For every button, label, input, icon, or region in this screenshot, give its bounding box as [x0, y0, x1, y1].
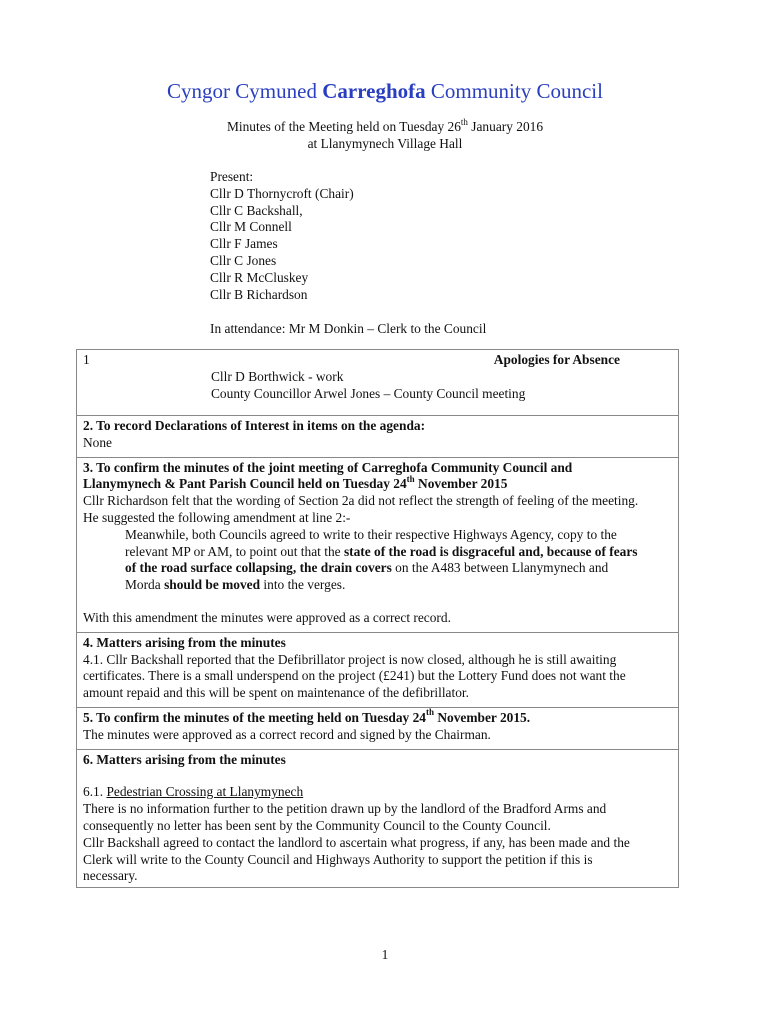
attendance-line: In attendance: Mr M Donkin – Clerk to the Council	[210, 321, 487, 336]
item-declarations	[77, 416, 679, 458]
item-text: certificates. There is a small underspend on the project (£241) but the Lottery Fund does not want the	[83, 668, 626, 684]
apology-line: County Councillor Arwel Jones – County Council meeting	[211, 385, 526, 401]
item-text: None	[83, 434, 113, 450]
item-text: Clerk will write to the County Council and Highways Authority to support the petition if this is	[83, 851, 593, 867]
page-number: 1	[381, 947, 389, 962]
item-heading: Apologies for Absence	[493, 352, 620, 367]
item-matters-arising-2	[77, 749, 679, 888]
minutes-table	[76, 349, 679, 888]
item-text: Cllr Richardson felt that the wording of Section 2a did not reflect the strength of feeling of the meeting.	[83, 493, 639, 509]
item-text: The minutes were approved as a correct record and signed by the Chairman.	[83, 726, 491, 742]
item-text: 4.1. Cllr Backshall reported that the Defibrillator project is now closed, although he is still awaiting	[83, 651, 617, 667]
item-heading-cont: Llanymynech & Pant Parish Council held on Tuesday 24th November 2015	[83, 473, 508, 492]
present-member: Cllr C Backshall,	[210, 202, 303, 218]
council-title: Cyngor Cymuned Carreghofa Community Council	[167, 79, 603, 103]
item-heading: 6. Matters arising from the minutes	[83, 751, 286, 767]
present-member: Cllr M Connell	[210, 219, 292, 235]
present-label: Present:	[210, 169, 254, 184]
item-joint-minutes	[77, 457, 679, 632]
item-apologies	[77, 350, 679, 416]
subitem-heading: 6.1. Pedestrian Crossing at Llanymynech	[83, 784, 304, 800]
meeting-date-line: Minutes of the Meeting held on Tuesday 26th January 2016	[226, 116, 544, 134]
present-member: Cllr F James	[210, 236, 278, 252]
present-member: Cllr R McCluskey	[210, 269, 309, 285]
present-member: Cllr D Thornycroft (Chair)	[210, 185, 354, 201]
item-heading: 2. To record Declarations of Interest in items on the agenda:	[83, 418, 426, 433]
present-member: Cllr C Jones	[210, 252, 277, 268]
item-heading: 3. To confirm the minutes of the joint meeting of Carreghofa Community Council and	[83, 459, 573, 475]
item-text: necessary.	[83, 868, 138, 884]
item-number: 1	[83, 352, 90, 367]
item-text: With this amendment the minutes were approved as a correct record.	[83, 609, 451, 625]
item-matters-arising-1	[77, 632, 679, 707]
item-text: consequently no letter has been sent by the Community Council to the County Council.	[83, 817, 551, 833]
item-text: Cllr Backshall agreed to contact the landlord to ascertain what progress, if any, has been made and the	[83, 834, 630, 850]
apology-line: Cllr D Borthwick - work	[211, 369, 344, 384]
present-list	[210, 169, 354, 303]
item-text: amount repaid and this will be spent on maintenance of the defibrillator.	[83, 685, 469, 701]
item-heading: 4. Matters arising from the minutes	[83, 634, 286, 650]
present-member: Cllr B Richardson	[210, 286, 308, 302]
item-confirm-minutes	[77, 707, 679, 749]
item-text: He suggested the following amendment at line 2:-	[83, 509, 351, 525]
amendment-quote: Meanwhile, both Councils agreed to write to their respective Highways Agency, copy to the relevant MP or AM, to point out that the state of the road is disgraceful and, because of fears of the road surface collapsing, the drain covers on the A483 between Llanymynech and Morda should be moved into the verges.	[125, 526, 638, 593]
meeting-venue-line: at Llanymynech Village Hall	[307, 136, 463, 151]
item-heading: 5. To confirm the minutes of the meeting held on Tuesday 24th November 2015.	[83, 707, 531, 725]
item-text: There is no information further to the petition drawn up by the landlord of the Bradford Arms and	[83, 801, 607, 817]
